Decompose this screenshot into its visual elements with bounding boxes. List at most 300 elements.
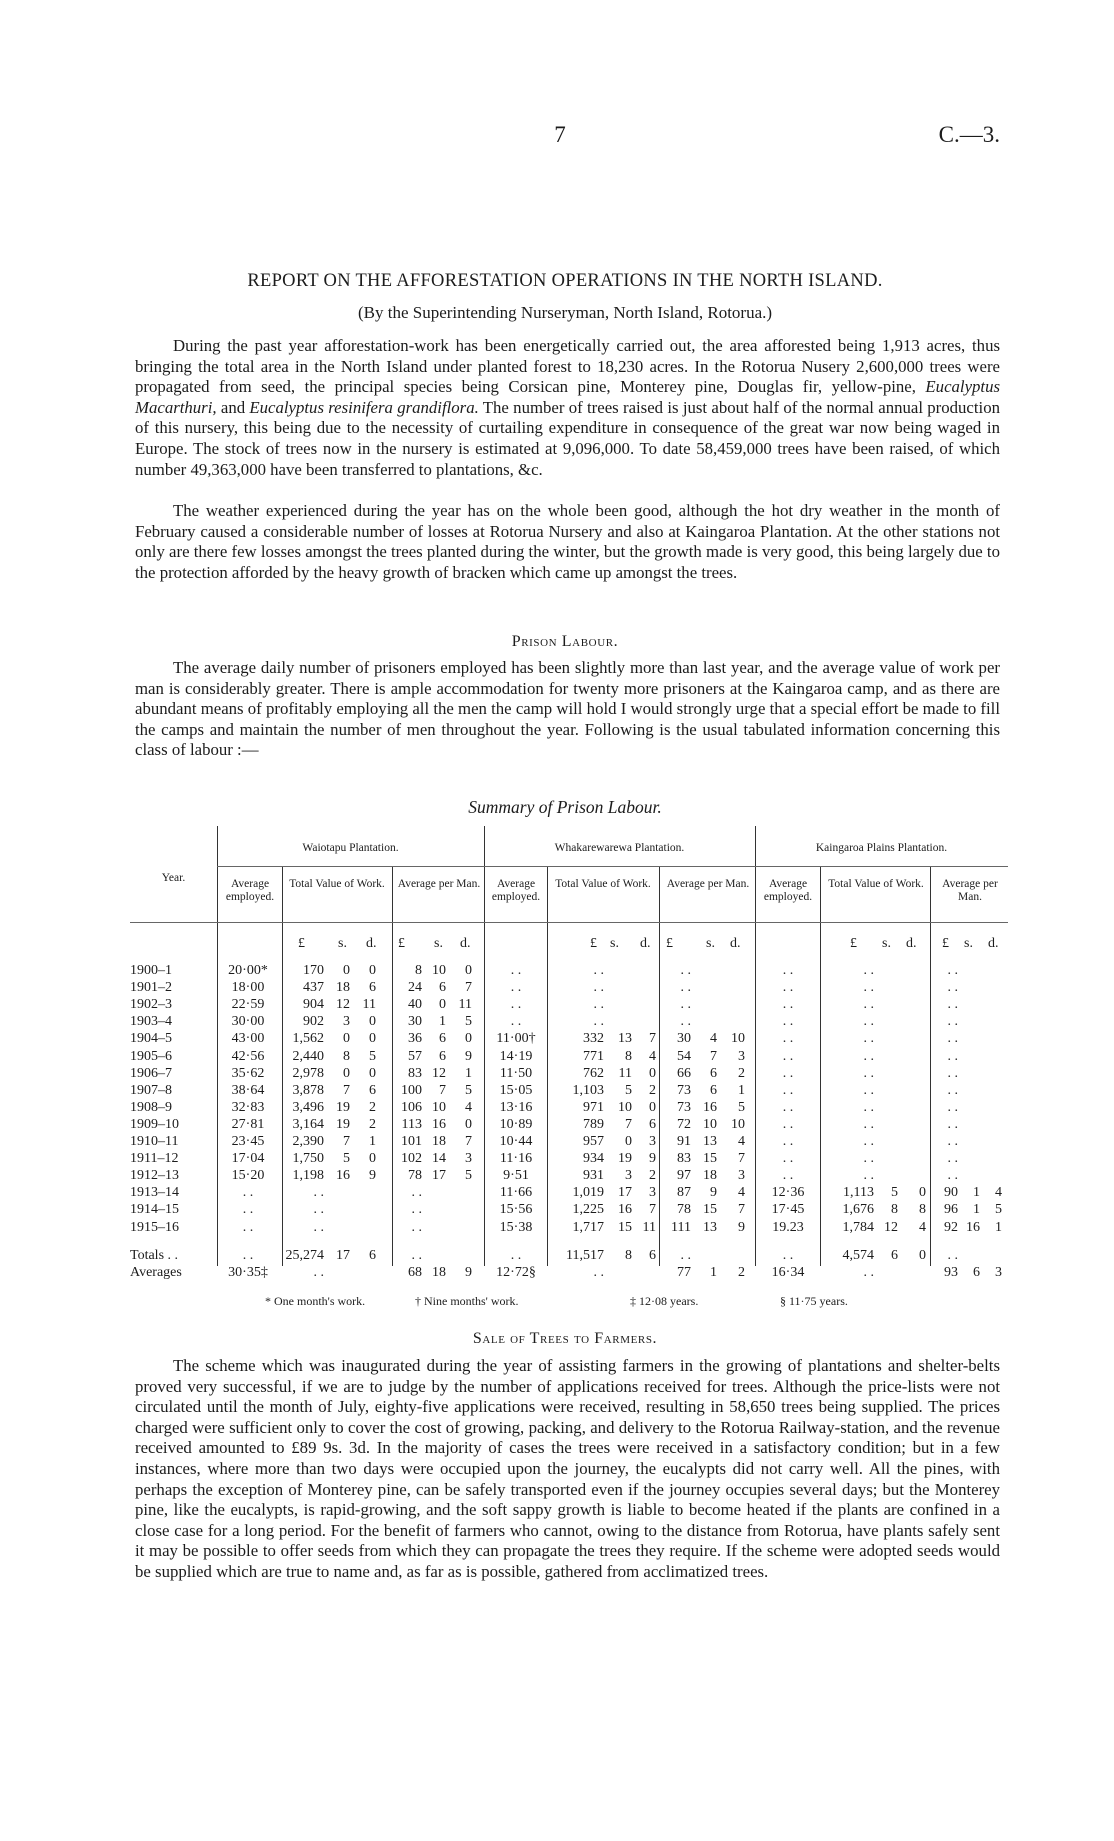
cell-h-ad: 10 (731, 1031, 745, 1047)
row-year: 1907–8 (130, 1082, 172, 1098)
cell-h-td: 3 (649, 1185, 656, 1201)
cell-w-ad: 5 (465, 1014, 472, 1030)
cell-k-tl: . . (863, 980, 874, 996)
cell-w-emp: 20·00* (228, 963, 268, 978)
cell-h-tl: 332 (583, 1031, 604, 1047)
cell-w-al: 106 (401, 1099, 422, 1115)
cell-h-tl: 1,717 (572, 1219, 604, 1235)
cell-w-al: 68 (408, 1264, 422, 1280)
table-row (130, 1134, 1008, 1151)
cell-h-al: 72 (677, 1116, 691, 1132)
cell-h-ts: 8 (625, 1247, 632, 1263)
table-row (130, 997, 1008, 1014)
cell-h-tl: 957 (583, 1134, 604, 1149)
cell-w-td: 1 (369, 1134, 376, 1149)
row-year: 1911–12 (130, 1151, 179, 1167)
footnote: ‡ 12·08 years. (630, 1294, 699, 1308)
cell-h-as: 1 (710, 1264, 717, 1280)
cell-h-ad: 7 (738, 1151, 745, 1167)
row-year: 1904–5 (130, 1031, 172, 1047)
cell-h-emp: . . (510, 980, 522, 996)
cell-k-ts: 12 (884, 1219, 898, 1235)
cell-h-td: 9 (649, 1151, 656, 1167)
cell-h-emp: 14·19 (499, 1048, 533, 1064)
cell-h-tl: . . (593, 997, 604, 1013)
cell-w-td: 5 (369, 1048, 376, 1064)
cell-w-ad: 3 (465, 1151, 472, 1167)
cell-h-td: 7 (649, 1031, 656, 1047)
cell-h-ad: 10 (731, 1116, 745, 1132)
table-row (130, 1265, 1008, 1282)
unit-shillings: s. (964, 936, 973, 951)
cell-h-al: . . (680, 1247, 691, 1263)
cell-h-emp: 15·38 (499, 1219, 533, 1235)
cell-w-tl: . . (313, 1219, 324, 1235)
cell-h-emp: 15·05 (499, 1082, 533, 1098)
cell-w-tl: 1,750 (292, 1151, 324, 1167)
cell-h-ts: 15 (618, 1219, 632, 1235)
unit-shillings: s. (338, 936, 347, 951)
cell-w-tl: . . (313, 1185, 324, 1201)
cell-h-ad: 9 (738, 1219, 745, 1235)
row-year: 1908–9 (130, 1099, 172, 1115)
cell-w-tl: 902 (303, 1014, 324, 1030)
row-year: Totals . . (130, 1247, 179, 1263)
cell-h-ad: 1 (738, 1082, 745, 1098)
cell-w-ad: 4 (465, 1099, 472, 1115)
cell-h-ts: 17 (618, 1185, 632, 1201)
cell-w-emp: 30·00 (231, 1014, 265, 1030)
cell-w-ts: 8 (343, 1048, 350, 1064)
cell-k-al: 90 (944, 1185, 958, 1201)
prison-labour-table (130, 826, 1008, 1280)
cell-k-al: . . (947, 1168, 958, 1184)
group-header-whakarewarewa: Whakarewarewa Plantation. (554, 842, 685, 854)
cell-w-td: 9 (369, 1168, 376, 1184)
cell-h-emp: 11·50 (499, 1065, 533, 1081)
prison-labour-heading: Prison Labour. (511, 633, 619, 650)
cell-h-td: 2 (649, 1168, 656, 1184)
cell-k-tl: . . (863, 1065, 874, 1081)
table-row (130, 1248, 1008, 1265)
cell-k-td: 0 (919, 1185, 926, 1201)
cell-w-ts: 18 (336, 980, 350, 996)
cell-w-tl: 25,274 (285, 1247, 324, 1263)
cell-h-al: . . (680, 980, 691, 996)
table-row (130, 1066, 1008, 1083)
cell-h-as: 16 (703, 1099, 717, 1115)
cell-h-al: 54 (677, 1048, 691, 1064)
cell-k-al: 93 (944, 1264, 958, 1280)
cell-h-tl: 789 (583, 1116, 604, 1132)
cell-k-al: . . (947, 1116, 958, 1132)
cell-h-ad: 7 (738, 1202, 745, 1218)
cell-h-tl: 762 (583, 1065, 604, 1081)
table-row (130, 963, 1008, 980)
cell-w-tl: 2,390 (292, 1134, 324, 1149)
cell-w-as: 7 (439, 1082, 446, 1098)
cell-w-al: 57 (408, 1048, 422, 1064)
row-year: 1900–1 (130, 963, 172, 978)
cell-k-tl: . . (863, 1014, 874, 1030)
cell-h-ad: 3 (738, 1168, 745, 1184)
cell-h-al: 111 (671, 1219, 691, 1235)
cell-k-as: 1 (973, 1185, 980, 1201)
cell-h-as: 13 (703, 1134, 717, 1149)
row-year: 1905–6 (130, 1048, 172, 1064)
cell-w-al: 102 (401, 1151, 422, 1167)
cell-h-emp: 12·72§ (496, 1264, 536, 1280)
cell-w-emp: 32·83 (231, 1099, 265, 1115)
cell-w-al: 30 (408, 1014, 422, 1030)
cell-k-td: 8 (919, 1202, 926, 1218)
table-row (130, 1202, 1008, 1219)
cell-w-ts: 19 (336, 1099, 350, 1115)
cell-w-as: 10 (432, 1099, 446, 1115)
table-rule (217, 866, 1008, 867)
cell-w-ad: 0 (465, 1031, 472, 1047)
cell-w-ad: 1 (465, 1065, 472, 1081)
cell-w-emp: 27·81 (231, 1116, 265, 1132)
unit-pounds: £ (398, 936, 405, 951)
cell-h-ad: 2 (738, 1264, 745, 1280)
cell-w-tl: 2,440 (292, 1048, 324, 1064)
cell-k-emp: 17·45 (771, 1202, 805, 1218)
row-year: 1910–11 (130, 1134, 179, 1149)
cell-h-al: 97 (677, 1168, 691, 1184)
cell-k-emp: . . (782, 1151, 794, 1167)
cell-w-al: . . (411, 1247, 422, 1263)
cell-w-al: . . (411, 1185, 422, 1201)
cell-w-emp: . . (242, 1185, 254, 1201)
cell-h-ts: 5 (625, 1082, 632, 1098)
cell-w-as: 1 (439, 1014, 446, 1030)
cell-k-al: 92 (944, 1219, 958, 1235)
cell-w-as: 14 (432, 1151, 446, 1167)
cell-h-as: 13 (703, 1219, 717, 1235)
cell-h-al: 91 (677, 1134, 691, 1149)
cell-h-as: 7 (710, 1048, 717, 1064)
table-row (130, 1151, 1008, 1168)
group-header-waiotapu: Waiotapu Plantation. (302, 842, 399, 854)
table-row (130, 1117, 1008, 1134)
cell-h-tl: . . (593, 980, 604, 996)
unit-pounds: £ (298, 936, 305, 951)
cell-w-emp: 22·59 (231, 997, 265, 1013)
cell-k-ad: 5 (995, 1202, 1002, 1218)
cell-k-al: . . (947, 980, 958, 996)
cell-w-as: 10 (432, 963, 446, 978)
cell-k-emp: . . (782, 1116, 794, 1132)
cell-h-as: 15 (703, 1151, 717, 1167)
cell-k-tl: . . (863, 1168, 874, 1184)
cell-h-as: 18 (703, 1168, 717, 1184)
cell-k-tl: . . (863, 1134, 874, 1149)
cell-h-al: 73 (677, 1099, 691, 1115)
cell-h-emp: 13·16 (499, 1099, 533, 1115)
cell-k-ad: 1 (995, 1219, 1002, 1235)
cell-h-as: 15 (703, 1202, 717, 1218)
table-row (130, 1083, 1008, 1100)
cell-h-al: 87 (677, 1185, 691, 1201)
row-year: 1913–14 (130, 1185, 179, 1201)
cell-w-al: 101 (401, 1134, 422, 1149)
cell-w-tl: 170 (303, 963, 324, 978)
table-row (130, 1031, 1008, 1048)
cell-w-td: 2 (369, 1116, 376, 1132)
cell-w-td: 6 (369, 1247, 376, 1263)
cell-w-ad: 11 (458, 997, 472, 1013)
unit-pounds: £ (850, 936, 857, 951)
cell-k-al: 96 (944, 1202, 958, 1218)
cell-k-ad: 4 (995, 1185, 1002, 1201)
cell-h-tl: 934 (583, 1151, 604, 1167)
cell-w-al: 8 (415, 963, 422, 978)
cell-w-as: 0 (439, 997, 446, 1013)
cell-w-td: 0 (369, 963, 376, 978)
cell-w-tl: 3,878 (292, 1082, 324, 1098)
cell-h-td: 7 (649, 1202, 656, 1218)
cell-h-td: 4 (649, 1048, 656, 1064)
cell-w-ad: 9 (465, 1264, 472, 1280)
cell-k-emp: . . (782, 997, 794, 1013)
cell-h-td: 11 (642, 1219, 656, 1235)
cell-h-emp: . . (510, 1247, 522, 1263)
cell-w-tl: . . (313, 1264, 324, 1280)
cell-h-ad: 3 (738, 1048, 745, 1064)
cell-k-al: . . (947, 1134, 958, 1149)
row-year: 1914–15 (130, 1202, 179, 1218)
cell-h-ad: 4 (738, 1185, 745, 1201)
intro-paragraph-2: The weather experienced during the year has on the whole been good, although the hot dry weather in the month of February caused a considerable number of losses at Rotorua Nursery and also at Kaingaroa Plantation. At the other stations not only are there few losses amongst the trees planted during the winter, but the growth made is very good, this being largely due to the protection afforded by the heavy growth of bracken which came up amongst the trees. (135, 501, 1000, 582)
cell-h-td: 6 (649, 1247, 656, 1263)
table-row (130, 980, 1008, 997)
cell-h-tl: 771 (583, 1048, 604, 1064)
cell-h-emp: 15·56 (499, 1202, 533, 1218)
report-title: REPORT ON THE AFFORESTATION OPERATIONS IN THE NORTH ISLAND. (247, 271, 883, 291)
cell-w-emp: 35·62 (231, 1065, 265, 1081)
cell-h-tl: 931 (583, 1168, 604, 1184)
intro-paragraph-1: During the past year afforestation-work has been energetically carried out, the area afforested being 1,913 acres, thus bringing the total area in the North Island under planted forest to 18,230 acres. In the Rotorua Nusery 2,600,000 trees were propagated from seed, the principal species being Corsican pine, Monterey pine, Douglas fir, yellow-pine, Eucalyptus Macarthuri, and Eucalyptus resinifera grandiflora. The number of trees raised is just about half of the normal annual production of this nursery, this being due to the necessity of curtailing expenditure in consequence of the great war now being waged in Europe. The stock of trees now in the nursery is estimated at 9,096,000. To date 58,459,000 trees have been raised, of which number 49,363,000 have been transferred to plantations, &c. (135, 336, 1000, 479)
cell-h-td: 0 (649, 1099, 656, 1115)
row-year: Averages (130, 1264, 182, 1280)
cell-w-al: 24 (408, 980, 422, 996)
year-header: Year. (161, 872, 186, 884)
cell-w-as: 12 (432, 1065, 446, 1081)
cell-w-as: 6 (439, 1031, 446, 1047)
cell-w-emp: 23·45 (231, 1134, 265, 1149)
cell-k-tl: . . (863, 1082, 874, 1098)
table-rule (130, 922, 1008, 923)
report-subtitle: (By the Superintending Nurseryman, North Island, Rotorua.) (357, 303, 773, 322)
row-year: 1909–10 (130, 1116, 179, 1132)
cell-w-td: 2 (369, 1099, 376, 1115)
cell-w-ad: 5 (465, 1082, 472, 1098)
cell-w-ts: 19 (336, 1116, 350, 1132)
unit-pence: d. (460, 936, 471, 951)
cell-k-emp: 12·36 (771, 1185, 805, 1201)
cell-w-as: 6 (439, 980, 446, 996)
cell-k-emp: . . (782, 1031, 794, 1047)
cell-w-td: 6 (369, 1082, 376, 1098)
cell-w-ts: 0 (343, 1065, 350, 1081)
cell-w-tl: 904 (303, 997, 324, 1013)
cell-k-emp: . . (782, 963, 794, 978)
cell-w-al: 113 (401, 1116, 422, 1132)
cell-h-tl: 1,225 (572, 1202, 604, 1218)
cell-w-ts: 3 (343, 1014, 350, 1030)
cell-k-emp: . . (782, 1247, 794, 1263)
col-header-avg-per-man: Average per Man. (397, 878, 481, 890)
unit-pence: d. (366, 936, 377, 951)
cell-w-ts: 7 (343, 1134, 350, 1149)
cell-w-tl: 1,562 (292, 1031, 324, 1047)
cell-h-as: 6 (710, 1082, 717, 1098)
cell-w-td: 0 (369, 1065, 376, 1081)
cell-w-al: . . (411, 1219, 422, 1235)
cell-w-emp: 42·56 (231, 1048, 265, 1064)
cell-w-td: 11 (362, 997, 376, 1013)
cell-w-ts: 0 (343, 963, 350, 978)
footnote: * One month's work. (265, 1294, 366, 1308)
unit-pence: d. (640, 936, 651, 951)
cell-k-emp: . . (782, 1099, 794, 1115)
cell-h-emp: . . (510, 1014, 522, 1030)
cell-h-as: 9 (710, 1185, 717, 1201)
table-caption: Summary of Prison Labour. (468, 797, 662, 817)
cell-h-emp: . . (510, 963, 522, 978)
cell-w-al: 78 (408, 1168, 422, 1184)
cell-k-emp: . . (782, 1065, 794, 1081)
cell-h-al: . . (680, 1014, 691, 1030)
cell-k-al: . . (947, 1031, 958, 1047)
cell-w-ad: 9 (465, 1048, 472, 1064)
cell-k-tl: . . (863, 997, 874, 1013)
cell-k-td: 0 (919, 1247, 926, 1263)
col-header-total-value: Total Value of Work. (828, 878, 924, 890)
cell-k-tl: . . (863, 963, 874, 978)
cell-h-emp: 11·00† (496, 1031, 536, 1047)
cell-k-tl: . . (863, 1116, 874, 1132)
cell-k-tl: . . (863, 1151, 874, 1167)
cell-w-as: 6 (439, 1048, 446, 1064)
cell-w-ad: 0 (465, 963, 472, 978)
cell-k-ts: 8 (891, 1202, 898, 1218)
cell-h-tl: . . (593, 1014, 604, 1030)
unit-pounds: £ (666, 936, 673, 951)
prison-labour-paragraph: The average daily number of prisoners employed has been slightly more than last year, and the average value of work per man is considerably greater. There is ample accommodation for twenty more prisoners at the Kaingaroa camp, and as there are abundant means of profitably employing all the men the camp will hold I would strongly urge that a special effort be made to fill the camps and maintain the number of men throughout the year. Following is the usual tabulated information concerning this class of labour :— (135, 658, 1000, 760)
cell-h-al: 73 (677, 1082, 691, 1098)
sale-of-trees-paragraph: The scheme which was inaugurated during the year of assisting farmers in the growing of plantations and shelter-belts proved very successful, if we are to judge by the number of applications received for trees. Although the price-lists were not circulated until the month of July, eighty-five applications were received, resulting in 58,650 trees being supplied. The prices charged were sufficient only to cover the cost of growing, packing, and delivery to the Rotorua Railway-station, and the revenue received amounted to £89 9s. 3d. In the majority of cases the trees were received in a satisfactory condition; but in a few instances, where more than two days were occupied upon the journey, the eucalypts did not carry well. All the pines, with perhaps the exception of Monterey pine, can be safely transported even if the journey occupies several days; but the Monterey pine, like the eucalypts, is rapid-growing, and the soft sappy growth is liable to become heated if the plants are confined in a close case for a long period. For the benefit of farmers who cannot, owing to the distance from Rotorua, have plants safely sent it may be possible to offer seeds from which they can propagate the trees they require. If the scheme were adopted seeds would be supplied which are true to name and, as far as is possible, gathered from acclimatized trees. (135, 1356, 1000, 1581)
cell-h-ts: 7 (625, 1116, 632, 1132)
cell-k-tl: 1,676 (842, 1202, 874, 1218)
cell-h-tl: 971 (583, 1099, 604, 1115)
cell-w-tl: 3,164 (292, 1116, 324, 1132)
cell-h-td: 0 (649, 1065, 656, 1081)
table-row (130, 1220, 1008, 1237)
table-row (130, 1168, 1008, 1185)
cell-h-emp: 11·66 (499, 1185, 533, 1201)
row-year: 1903–4 (130, 1014, 172, 1030)
row-year: 1915–16 (130, 1219, 179, 1235)
cell-k-al: . . (947, 1082, 958, 1098)
cell-k-emp: 16·34 (771, 1264, 805, 1280)
cell-w-emp: 18·00 (231, 980, 265, 996)
cell-h-tl: 11,517 (566, 1247, 604, 1263)
table-row (130, 1014, 1008, 1031)
cell-k-al: . . (947, 963, 958, 978)
cell-h-ts: 10 (618, 1099, 632, 1115)
cell-h-ts: 11 (618, 1065, 632, 1081)
cell-w-ad: 5 (465, 1168, 472, 1184)
cell-w-emp: . . (242, 1219, 254, 1235)
footnote: § 11·75 years. (780, 1294, 848, 1308)
cell-h-ts: 16 (618, 1202, 632, 1218)
cell-w-al: 100 (401, 1082, 422, 1098)
cell-w-emp: . . (242, 1247, 254, 1263)
cell-k-as: 16 (966, 1219, 980, 1235)
cell-w-ts: 16 (336, 1168, 350, 1184)
col-header-total-value: Total Value of Work. (555, 878, 651, 890)
cell-k-ts: 6 (891, 1247, 898, 1263)
cell-w-td: 0 (369, 1014, 376, 1030)
cell-w-ts: 17 (336, 1247, 350, 1263)
footnote: † Nine months' work. (415, 1294, 519, 1308)
cell-k-emp: . . (782, 1168, 794, 1184)
unit-shillings: s. (610, 936, 619, 951)
sale-of-trees-heading: Sale of Trees to Farmers. (472, 1330, 658, 1347)
cell-k-al: . . (947, 1014, 958, 1030)
row-year: 1901–2 (130, 980, 172, 996)
cell-h-ad: 4 (738, 1134, 745, 1149)
cell-w-emp: 17·04 (231, 1151, 265, 1167)
cell-w-ts: 12 (336, 997, 350, 1013)
cell-w-ts: 7 (343, 1082, 350, 1098)
cell-h-al: . . (680, 963, 691, 978)
cell-h-al: 77 (677, 1264, 691, 1280)
table-row (130, 1100, 1008, 1117)
cell-w-as: 16 (432, 1116, 446, 1132)
cell-w-emp: 15·20 (231, 1168, 265, 1184)
col-header-avg-per-man: Average per Man. (942, 878, 998, 903)
cell-h-al: 83 (677, 1151, 691, 1167)
cell-w-ad: 7 (465, 980, 472, 996)
cell-h-td: 2 (649, 1082, 656, 1098)
cell-h-as: 4 (710, 1031, 717, 1047)
cell-h-ts: 0 (625, 1134, 632, 1149)
cell-k-tl: . . (863, 1048, 874, 1064)
cell-k-tl: . . (863, 1099, 874, 1115)
col-header-avg-employed: Average employed. (491, 878, 541, 903)
cell-k-emp: 19.23 (772, 1219, 804, 1235)
cell-w-emp: . . (242, 1202, 254, 1218)
cell-h-ts: 8 (625, 1048, 632, 1064)
cell-h-al: . . (680, 997, 691, 1013)
cell-k-as: 1 (973, 1202, 980, 1218)
cell-w-al: 40 (408, 997, 422, 1013)
document-reference: C.—3. (938, 122, 1000, 147)
col-header-total-value: Total Value of Work. (289, 878, 385, 890)
cell-k-tl: . . (863, 1031, 874, 1047)
cell-h-td: 3 (649, 1134, 656, 1149)
cell-k-al: . . (947, 997, 958, 1013)
unit-shillings: s. (434, 936, 443, 951)
cell-k-tl: 4,574 (842, 1247, 874, 1263)
cell-k-td: 4 (919, 1219, 926, 1235)
unit-pounds: £ (942, 936, 949, 951)
cell-w-ad: 0 (465, 1116, 472, 1132)
cell-w-al: . . (411, 1202, 422, 1218)
